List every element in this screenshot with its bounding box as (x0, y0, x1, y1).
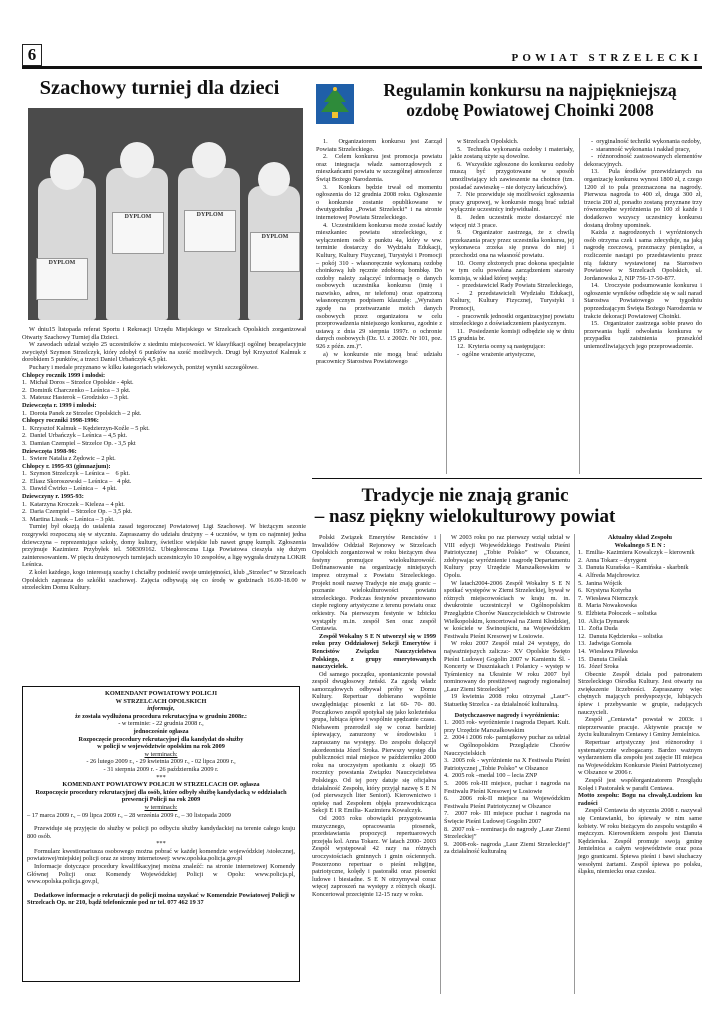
masthead: POWIAT STRZELECKI (511, 52, 702, 64)
traditions-c3-p1: Obecnie Zespół działa pod patronatem Strzeleckiego Ośrodka Kultury. Jest otwarty na zwiększenie liczebności. Zapraszamy więc chętnych mających predyspozycje, lubiących śpiew i przebywanie w grupie, radujących nauczycieli. (578, 670, 702, 716)
contest-paragraph: 15. Organizator zastrzega sobie prawo do przerwania bądź odwołania konkursu w przypadku zaistnienia przeszkód uniemożliwiających jego przeprowadzenie. (584, 320, 702, 351)
column-rule (446, 138, 447, 474)
photo-diploma-1: DYPLOM (36, 258, 88, 300)
contest-paragraph: 1. Organizatorem konkursu jest Zarząd Powiatu Strzeleckiego. (316, 138, 442, 153)
christmas-tree-logo-icon (316, 84, 354, 124)
results-item: 2. Eliasz Skoroszewski – Leśnica – 4 pkt. (22, 477, 132, 485)
traditions-prizes-title: Dotychczasowe nagrody i wyróżnienia: (454, 711, 560, 719)
traditions-c3-p3: Repertuar artystyczny jest różnorodny i systematycznie wzbogacany. Bardzo ważnym wydarzeniem dla zespołu jest zajęcie III miejsca na Wojewódzkim Konkursie Pieśni Patriotycznej w Olszance w 2006 r. (578, 739, 702, 777)
contest-paragraph: 13. Pula środków przewidzianych na organizację konkursu wynosi 1800 zł, z czego 1200 zł to pula przeznaczona na nagrody. Pierwsza nagroda to 400 zł, druga 300 zł, trzecia 200 zł, ponadto zostaną przyznane trzy równorzędne wyróżnienia po 100 zł każde i dodatkowo wszyscy uczestnicy konkursu dostaną drobny upominek. (584, 168, 702, 229)
contest-paragraph: 9. Organizator zastrzega, że z chwilą przekazania pracy przez uczestnika konkursu, jej wykonawca zrzeka się prawa do niej i przechodzi ona na własność powiatu. (450, 229, 574, 259)
contest-paragraph: 14. Uroczyste podsumowanie konkursu i ogłoszenie wyników odbędzie się w sali narad Starostwa Powiatowego w tygodniu poprzedzającym Święta Bożego Narodzenia w trakcie dekoracji Powiatowej Choinki. (584, 282, 702, 320)
contest-paragraph: - przedstawiciel Rady Powiatu Strzeleckiego, (457, 282, 574, 290)
traditions-c2-p3: W roku 2007 Zespół miał 24 występy, do najważniejszych zalicza:- XV Opolskie Święto Pieśni Ludowej Gogolin 2007 w Kamieniu Śl. - Koncerty w Duszniakach i Polanicy - występ w Tyśmienicy na Ukrainie W roku 2007 był nominowany do prestiżowej nagrody regionalnej „Laur Ziemi Strzeleckiej” (444, 640, 570, 693)
contest-paragraph: - oryginalność techniki wykonania ozdoby, (591, 138, 702, 145)
traditions-c2-p1: W 2003 roku po raz pierwszy wziął udział w VIII edycji Wojewódzkiego Festiwalu Pieśni Patriotycznej „Tobie Polsko” w Olszance, zdobywając wyróżnienie i nagrodę Departamentu Kultury przy Urzędzie Marszałkowskim w Opolu. (444, 534, 570, 579)
contest-col1-items (316, 138, 442, 366)
contest-col2-items (450, 138, 574, 358)
contest-paragraph: 11. Posiedzenie komisji odbędzie się w dniu 15 grudnia br. (450, 327, 574, 343)
results-item: 2. Daniel Urbańczyk – Leśnica – 4,5 pkt. (22, 432, 128, 440)
contest-paragraph: - pracownik jednostki organizacyjnej powiatu strzeleckiego z doświadczeniem plastycznym. (450, 312, 574, 328)
police-ad-box (22, 686, 300, 982)
member-item: 9. Elżbieta Połoczek – solistka (578, 609, 657, 617)
contest-col3-items (584, 138, 702, 351)
ad-line-11: w terminach: (144, 803, 178, 811)
ad-line-5: w policji w województwie opolskim na rok 2009 (97, 743, 225, 751)
results-item: 2. Daria Czempiel – Strzelce Op. – 3,5 pkt. (22, 508, 133, 516)
traditions-c1-p3: Od samego początku, spontanicznie powstał zespół dwugłosowy żeński. Za zgodą władz samorządowych odbywał próby w Domu Kultury. Repertuar dobierano wspólnie uwzględniając piosenki z lat 60- 70- 80. Początkowo zespół spotykał się jako koleżeńska grupa, lubiąca śpiew i wspólnie spędzanie czasu. Niebawem przerodził się w coraz bardziej śpiewający, zanurzony w środowisku i zapraszany na występy. Do zespołu dołączył akordeonista Józef Sroka. Pierwszy występ dla publiczności miał miejsce w październiku 2000 roku na uroczystym spotkaniu z okazji 95 rocznicy powstania Związku Nauczycielstwa Polskiego. Od tej pory datuje się oficjalna działalność Zespołu, który przyjął nazwę S E N (od pierwszych liter Seniori). Kierownictwo i opiekę nad Zespołem objęła przewodnicząca Sekcji E i R Emilia- Kazimiera Kowalczyk. (312, 670, 436, 815)
chess-intro-3: Puchary i medale przyznano w kilku kategoriach wiekowych, poniżej wyniki szczegółowe. (29, 363, 259, 371)
member-item: 6. Krystyna Kotyrba (578, 587, 632, 595)
results-category: Chłopcy rocznik 1999 i młodsi: (22, 371, 106, 379)
traditions-prizes-list (444, 719, 570, 856)
traditions-c1-p1: Polski Związek Emerytów Rencistów i Inwalidów Oddział Rejonowy w Strzelcach Opolskich zorganizował w roku bieżącym dwa festyny promujące wielokulturowość. Dofinansowanie na organizację niniejszych imprez otrzymał z Powiatu Strzeleckiego. Projekt nosił nazwę Tradycje nie znają granic – poznanie wielokulturowości powiatu strzeleckiego. Podczas festynów prezentowano ciepłe regiony artystyczne z terenu powiatu oraz orkiestry. Na pierwszym festynie w Izbicku wystąpiły m.in. zespół Sen oraz zespół Centawia. (312, 534, 436, 633)
results-category: Dziewczęta 1998-96: (22, 447, 77, 455)
contest-paragraph: - staranność wykonania i nakład pracy, (591, 145, 691, 153)
contest-paragraph: 3. Konkurs będzie trwał od momentu ogłoszenia do 12 grudnia 2008 roku. Ogłoszenie o konkursie zostanie opublikowane w dwutygodniku „Powiat Strzelecki” i na stronie internetowej Powiatu Strzeleckiego. (316, 183, 442, 221)
members-title-1: Aktualny skład Zespołu (607, 534, 673, 541)
contest-paragraph: - 2 przedstawicieli Wydziału Edukacji, Kultury, Kultury Fizycznej, Turystyki i Promocji, (450, 289, 574, 313)
header-rule (22, 66, 702, 69)
ad-para-2: Formularz kwestionariusza osobowego można pobrać w każdej komendzie wojewódzkiej /stołecznej, powiatowej/miejskiej policji oraz ze strony internetowej: www.opolska.policja.gov.pl (27, 847, 295, 863)
member-item: 8. Maria Nowakowska (578, 602, 637, 610)
member-item: 7. Wiesława Niemczyk (578, 594, 638, 602)
ad-line-2: - w terminie: - 22 grudnia 2008 r., (118, 720, 204, 728)
chess-intro: W dniu15 listopada referat Sportu i Rekreacji Urzędu Miejskiego w Strzelcach Opolskich zorganizował Otwarty Szachowy Turniej dla Dzieci. (22, 326, 306, 341)
ad-line-4: Rozpoczęcie procedury rekrutacyjnej dla kandydat do służby (78, 735, 244, 743)
results-category: Dziewczęta r. 1999 i młodsi: (22, 401, 97, 409)
member-item: 11. Zofia Duda (578, 625, 618, 633)
contest-title-line-2: ozdobę Powiatowej Choinki 2008 (406, 100, 654, 120)
traditions-c2-p4: 19 kwietnia 2008 roku otrzymał „Laur”- Statuetkę Strzelca - za działalność kulturalną. (444, 693, 570, 709)
ad-para-3: Informacje dotyczące procedury kwalifikacyjnej można znaleźć: na stronie internetowej Komendy Głównej Policji oraz Komendy Wojewódzkiej Policji w Opolu: www.policja.pl, www.opolska.policja.gov.pl, (27, 863, 295, 886)
ad-line-10: Rozpoczęcie procedury rekrutacyjnej dla osób, które odbyły służbę kandydacką w oddziałach prewencji Policji na rok 2009 (35, 788, 287, 804)
results-item: 1. Krzysztof Kalmuk – Kędzierzyn-Koźle – 5 pkt. (22, 424, 150, 432)
ad-line-3: jednocześnie ogłasza (133, 727, 189, 735)
results-item: 2. Dominik Charczenko – Leśnica – 3 pkt. (22, 386, 131, 394)
prize-item: 5. 2006 rok-III miejsce, puchar i nagroda na Festiwalu Pieśni Kresowej w Losiowie (444, 780, 570, 795)
contest-paragraph: Każda z nagrodzonych i wyróżnionych osób otrzyma czek i sama zdecyduje, na jaką nagrodę rzeczową, przeznaczy pieniądze, a rozliczenie nastąpi po przedstawieniu przez nią faktury wystawionej na Starostwo Powiatowe w Strzelcach Opolskich, ul. Jordanowska 2, NIP 756-17-50-877. (584, 229, 702, 282)
results-category: Dziewczyny r. 1995-93: (22, 493, 84, 501)
chess-outro-1: Turniej był okazją do ustalenia zasad tegorocznej Powiatowej Ligi Szachowej. W bieżącym sezonie rozgrywki rozpoczną się w styczniu. Zapraszamy do udziału drużyny – 4 uczniów, w tym co najmniej jedna dziewczyna – reprezentujące szkoły, domy kultury, świetlice wiejskie lub nawet grupę kumpli. Zgłoszenia przyjmuje Kazimierz Przybyłek tel. 508309162. Ubiegłoroczna Liga Powiatowa cieszyła się dużym zainteresowaniem. W pięciu drużynowych turniejach uczestniczyło 10 zespołów, a ligę wygrała drużyna LOKiR Leśnica. (22, 523, 306, 569)
chess-intro-2: W zawodach udział wzięło 25 uczestników z siedmiu miejscowości. W klasyfikacji ogólnej bezapelacyjnie zwyciężył Szymon Strzelczyk, który zdobył 6 punktów na sześć możliwych. Drugi był Krzysztof Kalmuk z dorobkiem 5 punktów, a trzeci Daniel Urbańczyk 4,5 pkt. (22, 341, 306, 364)
member-item: 14. Wiesława Piławska (578, 647, 638, 655)
photo-child-1-head (50, 154, 84, 190)
ad-stars: *** (156, 773, 166, 781)
traditions-column-2 (444, 534, 570, 856)
contest-paragraph: - ogólne wrażenie artystyczne, (457, 350, 536, 358)
contest-paragraph: 12. Kryteria oceny są następujące: (457, 343, 546, 351)
traditions-motto: Motto zespołu: Bogu na chwałę,Ludziom ku radości (578, 792, 702, 807)
traditions-c1-p2: Zespół Wokalny S E N utworzył się w 1999 roku przy Oddziałowej Sekcji Emerytów i Rencistów Związku Nauczycielstwa Polskiego, z grupy emerytowanych nauczycielek. (312, 632, 436, 671)
ad-line-9: KOMENDANT POWIATOWY POLICJI W STRZELCACH OP. ogłasza (62, 781, 260, 789)
member-item: 13. Jadwiga Gomoła (578, 640, 632, 648)
results-item: 3. Martina Lissok – Leśnica – 3 pkt. (22, 515, 115, 523)
contest-paragraph: 8. Jeden uczestnik może dostarczyć nie więcej niż 3 prace. (450, 213, 574, 229)
prize-item: 3. 2005 rok - wyróżnienie na X Festiwalu Pieśni Patriotycznej „Tobie Polsko” w Olszance (444, 757, 570, 772)
traditions-article-title (230, 485, 700, 527)
traditions-c3-p4: Zespół jest współorganizatorem Przeglądu Kolęd i Pastorałek w parafii Centawa. (578, 777, 702, 792)
prize-item: 2. 2004 i 2006 rok- pamiątkowy puchar za udział w Ogólnopolskim Przeglądzie Chorów Nauczycielskich (444, 734, 570, 757)
contest-column-1 (316, 138, 442, 366)
members-title-2: Wokalnego S E N : (614, 541, 666, 549)
photo-diploma-4: DYPLOM (250, 232, 300, 272)
traditions-c3-p5: Zespół Centawia do stycznia 2008 r. nazywał się Centawianki, bo śpiewały w nim same kobiety. W roku bieżącym do zespołu wstąpiło 4 mężczyzn. Kierownikiem zespołu jest Danuta Kędzierska. Zespół promuje swoją gminę Jemielnica a całym województwie oraz poza jego granicami. Śpiewa pieśni i bawi słuchaczy wesołymi żartami. Zespół śpiewa po polsku, śląsku, niemiecku oraz czesku. (578, 807, 702, 876)
photo-diploma-2: DYPLOM (112, 212, 164, 254)
ad-stars-2: *** (156, 840, 166, 848)
chess-article-body (22, 326, 306, 592)
section-divider (312, 478, 702, 479)
member-item: 1. Emilia- Kazimiera Kowalczyk – kierownik (578, 549, 695, 557)
ad-line-7: - 26 lutego 2009 r., - 29 kwietnia 2009 r., - 02 lipca 2009 r., (86, 758, 236, 766)
contest-column-2 (450, 138, 574, 358)
column-rule (579, 138, 580, 474)
traditions-title-line-2: – nasz piękny wielokulturowy powiat (314, 506, 616, 527)
ad-line-12: – 17 marca 2009 r., – 09 lipca 2009 r., – 28 września 2009 r., – 30 listopada 2009 (27, 811, 231, 819)
members-list (578, 549, 702, 671)
results-item: 1. Dorota Panek ze Strzelec Opolskich – 2 pkt. (22, 409, 142, 417)
prize-item: 9. 2008-rok- nagroda „Laur Ziemi Strzeleckiej” za działalność kulturalną (444, 840, 570, 856)
member-item: 16. Józef Sroka (578, 663, 619, 671)
traditions-c3-p2: Zespół „Centawia” powstał w 2003r. i nieprzerwanie pracuje. Aktywnie pracuje w życiu kulturalnym Centawy i Gminy Jemielnica. (578, 716, 702, 739)
page-number: 6 (22, 44, 42, 66)
prize-item: 1. 2003 rok- wyróżnienie i nagroda Depart. Kult. przy Urzędzie Marszałkowskim (444, 719, 570, 734)
traditions-c1-p4: Od 2003 roku obowiązki przygotowania muzycznego, opracowania piosenek, przedstawiania propozycji repertuarowych przejęła kol. Anna Tokarz. W latach 2000- 2003 Zespół występował 42 razy na różnych uroczystościach gminnych i gmin ościennych. Poszerzono repertuar o pieśni religijne, patriotyczne, kolędy i pastorałki oraz piosenki ludowe i biesiadne. S E N otrzymywał coraz więcej zaproszeń na występy z różnych okazji. Koncertował przeciętnie 12-15 razy w roku. (312, 814, 436, 898)
contest-paragraph: 4. Uczestnikiem konkursu może zostać każdy mieszkaniec powiatu strzeleckiego, z wyłączeniem osób z punktu 4a, który w ww. terminie dostarczy do Wydziału Edukacji, Kultury, Kultury Fizycznej, Turystyki i Promocji – pokój 310 - własnoręcznie wykonaną ozdobę choinkową lub ręcznie zdobioną bombkę. Do ozdoby należy załączyć informację o danych osobowych uczestnika konkursu (imię i nazwisko, adres, nr telefonu) oraz opatrzoną własnoręcznym podpisem klauzulę: „Wyrażam zgodę na przetwarzanie moich danych osobowych przez organizatora w celu przeprowadzenia niniejszego konkursu, zgodnie z ustawą z dnia 29 sierpnia 1997r. o ochronie danych osobowych (Dz. U. z 2002r. Nr 101, poz. 926 z późn. zm.)”. (316, 221, 442, 351)
member-item: 2. Anna Tokarz – dyrygent (578, 556, 647, 564)
ad-line-6: w terminach: (144, 750, 178, 758)
contest-paragraph: 6. Wszystkie zgłoszone do konkursu ozdoby muszą być przygotowane w sposób umożliwiający ich zawieszenie na choince (tzn. posiadać zawieszkę – nie dotyczy łańcuchów). (450, 160, 574, 191)
traditions-c2-p2: W latach2004-2006 Zespół Wokalny S E N spotkać występów w Ziemi Strzeleckiej, bywał w różnych miejscowościach w kraju m. in. dwukrotnie uczestniczył w Ogólnopolskim Przeglądzie Chorów Nauczycielskich w Ostrowie Wielkopolskim, koncertował na Ziemi Kłodzkiej, w kościele w Świnoujściu, na Wojewódzkim Festiwalu Pieśni Kresowej w Losiowie. (444, 579, 570, 640)
ad-para-1: Przewiduje się przyjęcie do służby w policji po odbyciu służby kandydackiej na terenie całego kraju 800 osób. (27, 825, 295, 840)
prize-item: 6. 2006 rok-II miejsce na Wojewódzkim Festiwalu Pieśni Patriotycznej w Olszance (444, 795, 570, 810)
results-item: 3. Mateusz Hasterok – Grodzisko – 3 pkt. (22, 394, 129, 402)
member-item: 3. Danuta Kurańska – Kamińska - skarbnik (578, 564, 689, 572)
traditions-column-1 (312, 534, 436, 899)
results-item: 1. Swiere Natalia z Żędowic – 2 pkt. (22, 455, 116, 463)
member-item: 4. Alfreda Majchrowicz (578, 571, 640, 579)
contest-paragraph: 10. Oceny złożonych prac dokona specjalnie w tym celu powołana zarządzeniem starosty komisja, w skład której wejdą: (450, 259, 574, 282)
ad-line-1: że została wydłużona procedura rekrutacyjna w grudniu 2008r.: (75, 712, 247, 720)
member-item: 12. Danuta Kędzierska – solistka (578, 632, 663, 640)
prize-item: 7. 2007 rok- III miejsce puchar i nagroda na Święcie Pieśni Ludowej Gogolin 2007 (444, 810, 570, 825)
column-rule (574, 534, 575, 994)
results-item: 1. Michał Doros – Strzelce Opolskie - 4pkt. (22, 379, 134, 387)
member-item: 10. Alicja Dymarek (578, 617, 630, 625)
prize-item: 8. 2007 rok – nominacja do nagrody „Laur Ziemi Strzeleckiej” (444, 825, 570, 841)
ad-para-4: Dodatkowe informacje o rekrutacji do policji można uzyskać w Komendzie Powiatowej Policji w Strzelcach Op. nr 210, bądź telefonicznie pod nr tel. 077 462 19 37 (27, 891, 295, 907)
ad-line-8: - 31 sierpnia 2009 r. - 26 października 2009 r. (103, 765, 219, 773)
photo-diploma-3: DYPLOM (184, 210, 236, 252)
contest-paragraph: a) w konkursie nie mogą brać udziału pracownicy Starostwa Powiatowego (316, 350, 442, 366)
column-rule (440, 534, 441, 994)
photo-child-2-head (120, 142, 154, 178)
results-item: 3. Dawid Ćwirko – Leśnica – 4 pkt. (22, 485, 117, 493)
contest-article-title (362, 80, 698, 120)
prize-item: 4. 2005 rok –medal 100 – lecia ZNP (444, 772, 538, 780)
contest-title-line-1: Regulamin konkursu na najpiękniejszą (383, 80, 677, 100)
chess-article-title: Szachowy turniej dla dzieci (39, 77, 280, 99)
photo-child-3-head (192, 142, 226, 178)
contest-paragraph: 7. Nie przewiduje się możliwości zgłoszenia pracy grupowej, w konkursie mogą brać udział wyłącznie uczestnicy indywidualni. (450, 191, 574, 214)
results-category: Chłopcy roczniki 1998-1996: (22, 417, 99, 425)
contest-paragraph: 5. Technika wykonania ozdoby i materiały, jakie zostaną użyte są dowolne. (450, 145, 574, 161)
contest-column-3 (584, 138, 702, 351)
contest-paragraph: 2. Celem konkursu jest promocja powiatu oraz integracja władz samorządowych z mieszkańcami powiatu w szczególnej atmosferze Świąt Bożego Narodzenia. (316, 153, 442, 183)
chess-outro-2: Z kolei każdego, kogo interesują szachy i chciałby podnieść swoje umiejętności, klub „Strzelec” w Strzelcach Opolskich zaprasza do szkółki szachowej. Zajęcia odbywają się co środę w godzinach 16.00-18.00 w strzeleckim Domu Kultury. (22, 569, 306, 592)
traditions-column-3 (578, 534, 702, 876)
contest-paragraph: - różnorodność zastosowanych elementów dekoracyjnych. (584, 153, 702, 168)
ad-title-1: KOMENDANT POWIATOWY POLICJI (104, 690, 218, 697)
photo-child-4-head (258, 162, 290, 196)
contest-paragraph: w Strzelcach Opolskich. (457, 138, 519, 145)
traditions-title-line-1: Tradycje nie znają granic (361, 485, 569, 506)
results-category: Chłopcy r. 1995-93 (gimnazjum): (22, 462, 111, 470)
results-item: 1. Katarzyna Kroczek – Kieleza – 4 pkt. (22, 500, 125, 508)
results-item: 3. Damian Czempiel – Strzelce Op. - 3,5 pkt (22, 439, 136, 447)
member-item: 15. Danuta Cieślak (578, 655, 628, 663)
results-item: 1. Szymon Strzelczyk – Leśnica – 6 pkt. (22, 470, 130, 478)
member-item: 5. Janina Wójcik (578, 579, 622, 587)
ad-inform: informuje, (147, 705, 175, 713)
ad-title-2: W STRZELCACH OPOLSKICH (115, 697, 207, 705)
chess-photo (28, 108, 303, 320)
